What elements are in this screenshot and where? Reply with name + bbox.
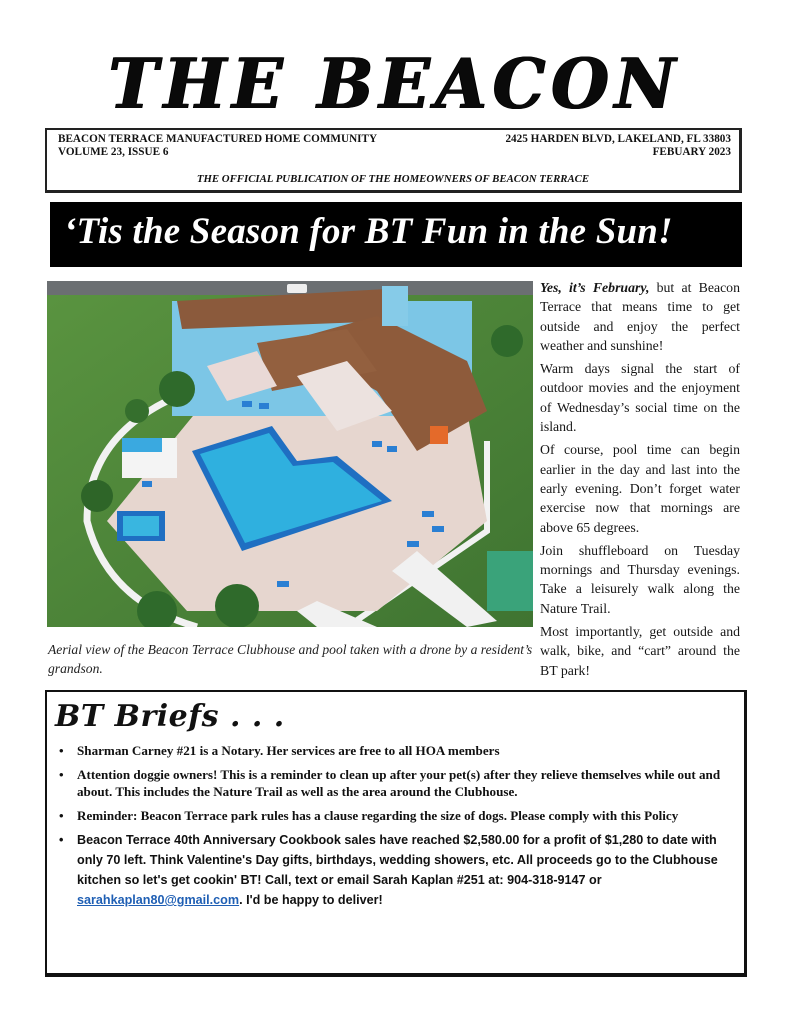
newsletter-title: THE BEACON	[108, 43, 682, 125]
article-paragraph: Most importantly, get outside and walk, bike, and “cart” around the BT park!	[540, 624, 740, 678]
palm-tree	[491, 325, 523, 357]
tagline: THE OFFICIAL PUBLICATION OF THE HOMEOWNERS OF BEACON TERRACE	[196, 173, 590, 185]
community-name: BEACON TERRACE MANUFACTURED HOME COMMUNITY	[58, 133, 378, 145]
issue-date: FEBUARY 2023	[652, 146, 731, 158]
palm-tree	[81, 480, 113, 512]
article-paragraph: Warm days signal the start of outdoor movies and the enjoyment of Wednesday’s social time on the island.	[540, 361, 740, 435]
article-lead: Yes, it’s February,	[540, 280, 650, 295]
bt-briefs-box	[45, 690, 747, 977]
brief-item: • Sharman Carney #21 is a Notary. Her services are free to all HOA members	[59, 743, 500, 758]
chimney	[382, 286, 408, 326]
feature-headline: ‘Tis the Season for BT Fun in the Sun!	[64, 211, 673, 252]
brief-item: • Attention doggie owners! This is a reminder to clean up after your pet(s) after they relieve themselves while out and about. This includes the Nature Trail as well as the area around the Clubhouse.	[59, 766, 721, 799]
pump-house-cover	[122, 438, 162, 452]
address: 2425 HARDEN BLVD, LAKELAND, FL 33803	[505, 133, 731, 145]
palm-tree	[159, 371, 195, 407]
headline-banner	[50, 202, 742, 267]
issue-info-box	[45, 128, 742, 193]
bullet-icon: •	[59, 833, 64, 847]
article-paragraph: Of course, pool time can begin earlier in the day and last into the early evening. Don’t forget water exercise now that mornings are above 65 degrees.	[540, 442, 740, 535]
bullet-icon: •	[59, 807, 64, 823]
aerial-photo-illustration	[47, 281, 533, 627]
address-info	[505, 133, 731, 159]
palm-tree	[125, 399, 149, 423]
brief-item-cookbook: • Beacon Terrace 40th Anniversary Cookbook sales have reached $2,580.00 for a profit of $1,280 to date with only 70 left. Think Valentine's Day gifts, birthdays, wedding showers, etc. All proceeds go to the Clubhouse kitchen so let's get cookin' BT! Call, text or email Sarah Kaplan #251 at: 904-318-9147 or sarahkaplan80@gmail.com. I'd be happy to deliver!	[47, 830, 744, 910]
bullet-icon: •	[59, 743, 64, 758]
photo-caption: Aerial view of the Beacon Terrace Clubhouse and pool taken with a drone by a resident’s grandson.	[48, 642, 533, 676]
shuffleboard-court	[487, 551, 533, 611]
briefs-title: BT Briefs . . .	[55, 699, 285, 734]
clubhouse-aerial-photo	[47, 281, 533, 627]
volume-issue: VOLUME 23, ISSUE 6	[58, 146, 169, 158]
article-paragraph: Yes, it’s February, but at Beacon Terrace that means time to get outside and enjoy the perfect weather and sunshine!	[540, 280, 740, 353]
bullet-icon: •	[59, 766, 64, 782]
brief-item: • Reminder: Beacon Terrace park rules has a clause regarding the size of dogs. Please comply with this Policy	[59, 807, 679, 823]
parked-car	[287, 284, 307, 293]
briefs-list	[47, 742, 744, 916]
article-paragraph: Join shuffleboard on Tuesday mornings and Thursday evenings. Take a leisurely walk along the Nature Trail.	[540, 542, 740, 616]
orange-door	[430, 426, 448, 444]
email-link[interactable]: sarahkaplan80@gmail.com	[77, 893, 240, 907]
community-info	[58, 133, 377, 159]
masthead	[40, 44, 750, 124]
palm-tree	[215, 584, 259, 627]
feature-article	[540, 278, 740, 684]
hot-tub	[123, 516, 159, 536]
